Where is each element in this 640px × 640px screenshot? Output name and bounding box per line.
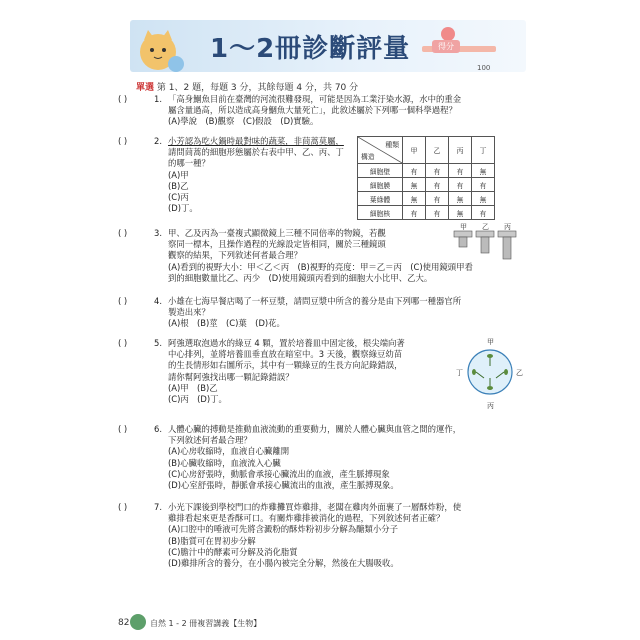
table-column-header: 丙 <box>449 137 472 164</box>
question-4: 小雄在七海早餐店喝了一杯豆漿，請問豆漿中所含的養分是由下列哪一種器官所 製造出來？ (A)根 (B)莖 (C)葉 (D)花。 <box>168 296 462 329</box>
question-7: 小光下課後到學校門口的炸雞攤買炸雞排，老闆在雞肉外面裹了一層酥炸粉，使 雞排看起來更是香酥可口。有關炸雞排被消化的過程，下列敘述何者正確？ (A)口腔中的唾液可先將含澱粉的酥炸粉初步分解為醣類小分子 (B)脂質可在胃初步分解 (C)膽汁中的酵素可分解及消化脂質 (D)雞排所含的養分，在小腸內被完全分解，然後在大腸吸收。 <box>168 502 462 569</box>
petri-dish-diagram <box>454 334 524 412</box>
page-title: 1～2冊診斷評量 <box>210 34 411 64</box>
table-row: 葉綠體 無 有 無 無 <box>358 192 495 206</box>
question-number-3: 3. <box>154 228 162 238</box>
question-3: 甲、乙及丙為一臺複式顯微鏡上三種不同倍率的物鏡，若觀 察同一標本，且操作過程的光線設定皆相同，關於三種鏡頭 觀察的結果，下列敘述何者最合理？ (A)看到的視野大小：甲＜乙＜丙 (B)視野的亮度：甲＝乙＝丙 (C)使用鏡頭甲看 到的細胞數量比乙、丙少 (D)使用鏡頭丙看到的細胞大小比甲、乙大。 <box>168 228 473 283</box>
answer-blank-4[interactable]: ( ) <box>118 296 128 306</box>
svg-text:乙: 乙 <box>516 369 523 377</box>
answer-blank-7[interactable]: ( ) <box>118 502 128 512</box>
answer-blank-1[interactable]: ( ) <box>118 94 128 104</box>
score-badge: 得分 <box>432 40 460 53</box>
svg-text:甲: 甲 <box>460 223 467 231</box>
svg-text:丁: 丁 <box>456 369 463 377</box>
svg-text:甲: 甲 <box>487 338 494 346</box>
question-6: 人體心臟的搏動是推動血液流動的重要動力，關於人體心臟與血管之間的運作， 下列敘述何者最合理？ (A)心房收縮時，血液自心臟離開 (B)心臟收縮時，血液流入心臟 (C)心房舒張時，動脈會承接心臟流出的血液，產生脈搏現象 (D)心室舒張時，靜脈會承接心臟流出的血液，產生脈搏現象。 <box>168 424 462 491</box>
table-column-header: 丁 <box>472 137 495 164</box>
question-number-1: 1. <box>154 94 162 104</box>
section-tag: 單選 <box>136 83 155 93</box>
table-row: 細胞核 有 有 無 有 <box>358 206 495 220</box>
question-5: 阿強選取泡過水的綠豆 4 顆，置於培養皿中固定後，根尖端向著 中心排列，並將培養皿垂直放在暗室中。3 天後，觀察綠豆幼苗 的生長情形如右圖所示，其中有一顆綠豆的生長方向記錄錯誤， 請你幫阿強找出哪一顆記錄錯誤？ (A)甲 (B)乙 (C)丙 (D)丁。 <box>168 338 405 405</box>
svg-text:丙: 丙 <box>487 402 494 410</box>
table-row: 細胞壁 有 有 有 無 <box>358 164 495 178</box>
table-column-header: 乙 <box>426 137 449 164</box>
cat-illustration-icon <box>136 30 186 74</box>
question-number-7: 7. <box>154 502 162 512</box>
question-2: 小芳認為吃火鍋時最對味的蔬菜，非茼蒿莫屬， 請問茼蒿的細胞形態屬於右表中甲、乙、丙、丁 的哪一種？ (A)甲 (B)乙 (C)丙 (D)丁。 <box>168 136 344 214</box>
section-instructions: 第 1、2 題，每題 3 分，其餘每題 4 分，共 70 分 <box>156 83 359 93</box>
table-header-corner: 種類 構造 <box>358 137 403 164</box>
question-number-5: 5. <box>154 338 162 348</box>
question-number-4: 4. <box>154 296 162 306</box>
table-column-header: 甲 <box>403 137 426 164</box>
objective-lens-diagram <box>452 222 522 262</box>
answer-blank-6[interactable]: ( ) <box>118 424 128 434</box>
total-score: 100 <box>477 64 491 72</box>
lens-bing <box>498 223 516 259</box>
question-number-6: 6. <box>154 424 162 434</box>
answer-blank-3[interactable]: ( ) <box>118 228 128 238</box>
answer-blank-5[interactable]: ( ) <box>118 338 128 348</box>
svg-text:乙: 乙 <box>482 223 489 231</box>
page-number: 82 <box>118 618 130 628</box>
leaf-logo-icon <box>130 614 146 630</box>
cell-structure-table <box>357 136 495 220</box>
lens-jia <box>454 223 472 247</box>
answer-blank-2[interactable]: ( ) <box>118 136 128 146</box>
question-1: 「高身鯝魚目前在臺灣的河流很難發現，可能是因為工業汙染水源，水中的重金 屬含量過高，所以造成高身鯝魚大量死亡」，此敘述屬於下列哪一個科學過程？ (A)學說 (B)觀察 (C)假設 (D)實驗。 <box>168 94 462 127</box>
svg-text:丙: 丙 <box>504 223 511 231</box>
table-row: 細胞膜 無 有 有 有 <box>358 178 495 192</box>
lens-yi <box>476 223 494 253</box>
question-number-2: 2. <box>154 136 162 146</box>
section-intro <box>136 80 358 93</box>
footer-book-title: 自然 1 - 2 冊複習講義【生物】 <box>150 619 262 628</box>
